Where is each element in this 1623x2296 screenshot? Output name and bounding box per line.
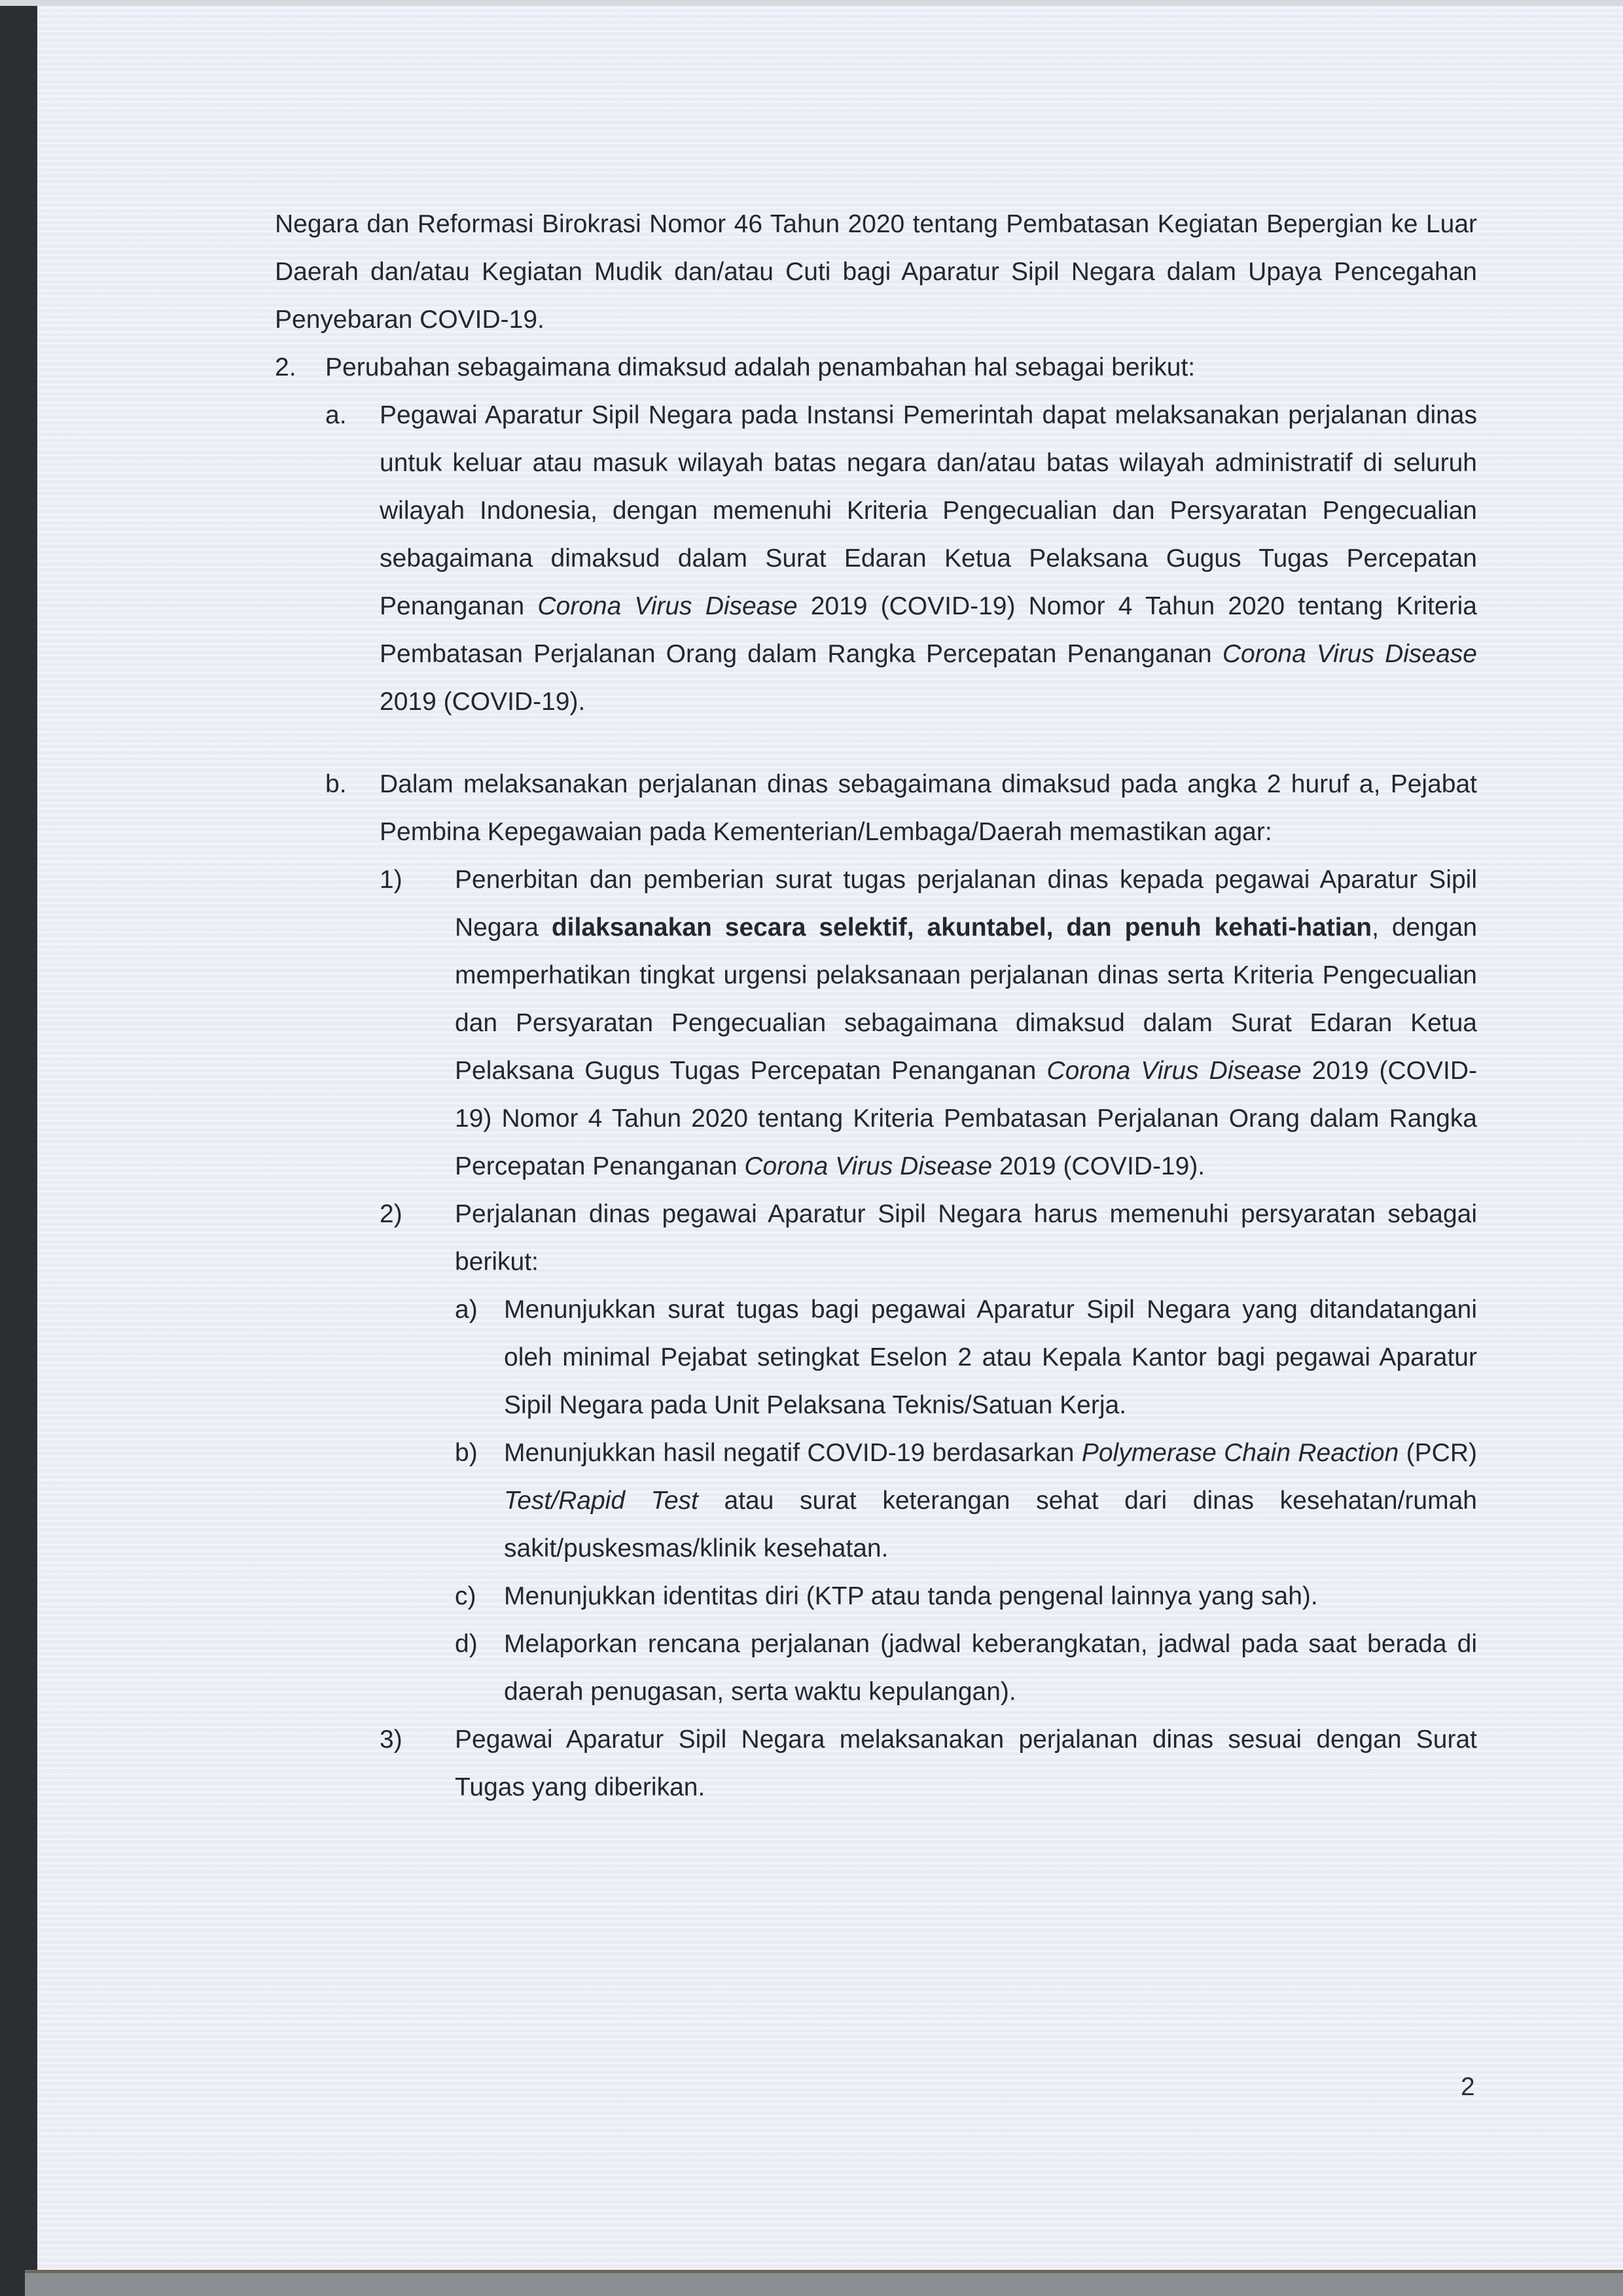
- list-item-2-sub: [380, 1190, 1477, 1716]
- list-marker-c-paren: c): [455, 1582, 476, 1610]
- scan-top-edge: [0, 0, 1623, 6]
- list-marker-d-paren: d): [455, 1630, 478, 1658]
- scan-bottom-edge: [25, 2270, 1623, 2296]
- list-item-b: [325, 760, 1477, 1811]
- item-c-paren-text: Menunjukkan identitas diri (KTP atau tanda pengenal lainnya yang sah).: [504, 1582, 1318, 1610]
- list-marker-b-paren: b): [455, 1439, 478, 1467]
- item-d-paren-text: Melaporkan rencana perjalanan (jadwal keberangkatan, jadwal pada saat berada di daerah penugasan, serta waktu kepulangan).: [504, 1630, 1477, 1706]
- list-item-d-paren: [455, 1620, 1477, 1716]
- list-marker-a: a.: [325, 401, 347, 429]
- list-item-a: [325, 391, 1477, 726]
- item-b-paren-text: Menunjukkan hasil negatif COVID-19 berdasarkan Polymerase Chain Reaction (PCR) Test/Rapid Test atau surat keterangan sehat dari dinas kesehatan/rumah sakit/puskesmas/klinik kesehatan.: [504, 1439, 1477, 1563]
- list-marker-3: 3): [380, 1725, 402, 1754]
- list-marker-a-paren: a): [455, 1296, 478, 1324]
- document-body: [275, 200, 1477, 1811]
- item-1-text: Penerbitan dan pemberian surat tugas perjalanan dinas kepada pegawai Aparatur Sipil Negara dilaksanakan secara selektif, akuntabel, dan penuh kehati-hatian, dengan memperhatikan tingkat urgensi pelaksanaan perjalanan dinas serta Kriteria Pengecualian dan Persyaratan Pengecualian sebagaimana dimaksud dalam Surat Edaran Ketua Pelaksana Gugus Tugas Percepatan Penanganan Corona Virus Disease 2019 (COVID-19) Nomor 4 Tahun 2020 tentang Kriteria Pembatasan Perjalanan Orang dalam Rangka Percepatan Penanganan Corona Virus Disease 2019 (COVID-19).: [455, 866, 1478, 1180]
- list-marker-2-sub: 2): [380, 1200, 402, 1228]
- list-item-c-paren: [455, 1572, 1477, 1620]
- list-marker-b: b.: [325, 770, 347, 798]
- list-item-a-paren: [455, 1286, 1477, 1429]
- item-b-text: Dalam melaksanakan perjalanan dinas sebagaimana dimaksud pada angka 2 huruf a, Pejabat Pembina Kepegawaian pada Kementerian/Lembaga/Daerah memastikan agar:: [380, 770, 1477, 846]
- list-marker-1: 1): [380, 866, 402, 894]
- list-item-3: [380, 1716, 1477, 1811]
- intro-paragraph: Negara dan Reformasi Birokrasi Nomor 46 Tahun 2020 tentang Pembatasan Kegiatan Bepergian ke Luar Daerah dan/atau Kegiatan Mudik dan/atau Cuti bagi Aparatur Sipil Negara dalam Upaya Pencegahan Penyebaran COVID-19.: [275, 210, 1477, 334]
- item-3-text: Pegawai Aparatur Sipil Negara melaksanakan perjalanan dinas sesuai dengan Surat Tugas yang diberikan.: [455, 1725, 1477, 1801]
- list-item-2: [275, 344, 1477, 1811]
- list-item-b-paren: [455, 1429, 1477, 1572]
- page-number: 2: [1461, 2073, 1475, 2101]
- item-2-text: Perubahan sebagaimana dimaksud adalah penambahan hal sebagai berikut:: [325, 353, 1196, 381]
- list-item-1: [380, 856, 1477, 1190]
- list-marker-2: 2.: [275, 353, 296, 381]
- item-a-text: Pegawai Aparatur Sipil Negara pada Instansi Pemerintah dapat melaksanakan perjalanan dinas untuk keluar atau masuk wilayah batas negara dan/atau batas wilayah administratif di seluruh wilayah Indonesia, dengan memenuhi Kriteria Pengecualian dan Persyaratan Pengecualian sebagaimana dimaksud dalam Surat Edaran Ketua Pelaksana Gugus Tugas Percepatan Penanganan Corona Virus Disease 2019 (COVID-19) Nomor 4 Tahun 2020 tentang Kriteria Pembatasan Perjalanan Orang dalam Rangka Percepatan Penanganan Corona Virus Disease 2019 (COVID-19).: [380, 401, 1477, 716]
- item-2-sub-text: Perjalanan dinas pegawai Aparatur Sipil Negara harus memenuhi persyaratan sebagai berikut:: [455, 1200, 1477, 1276]
- item-a-paren-text: Menunjukkan surat tugas bagi pegawai Aparatur Sipil Negara yang ditandatangani oleh minimal Pejabat setingkat Eselon 2 atau Kepala Kantor bagi pegawai Aparatur Sipil Negara pada Unit Pelaksana Teknis/Satuan Kerja.: [504, 1296, 1477, 1419]
